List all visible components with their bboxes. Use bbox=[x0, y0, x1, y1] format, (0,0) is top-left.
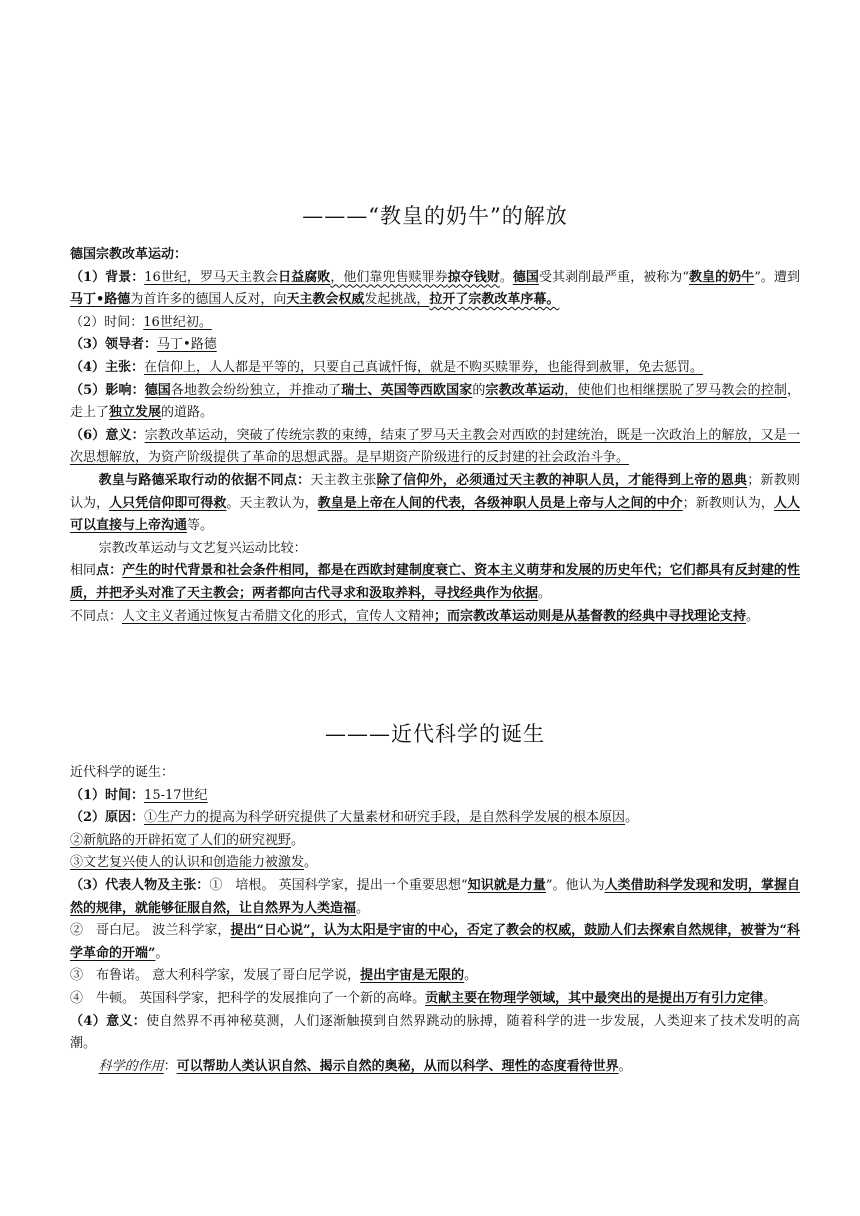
reformation-significance: （6）意义：宗教改革运动，突破了传统宗教的束缚，结束了罗马天主教会对西欧的封建统治，既是一次政治上的解放，又是一次思想解放，为资产阶级提供了革命的思想武器。是早期资产阶级进行的反封建的社会政治斗争。 bbox=[70, 427, 800, 466]
science-newton: ④ 牛顿。 英国科学家，把科学的发展推向了一个新的高峰。贡献主要在物理学领域，其中最突出的是提出万有引力定律。 bbox=[70, 990, 777, 1006]
science-cause-3: ③文艺复兴使人的认识和创造能力被激发。 bbox=[70, 855, 318, 871]
science-cause-1: （2）原因：①生产力的提高为科学研究提供了大量素材和研究手段，是自然科学发展的根本原因。 bbox=[70, 810, 639, 826]
reformation-claim: （4）主张：在信仰上，人人都是平等的，只要自己真诚忏悔，就是不购买赎罪券，也能得到赦罪，免去惩罚。 bbox=[70, 359, 704, 375]
reformation-heading: 德国宗教改革运动： bbox=[70, 247, 188, 262]
comparison-different: 不同点：人文主义者通过恢复古希腊文化的形式，宣传人文精神；而宗教改革运动则是从基督教的经典中寻找理论支持。 bbox=[70, 608, 760, 624]
science-time: （1）时间：15-17世纪 bbox=[70, 787, 208, 803]
pope-luther-differences: 教皇与路德采取行动的依据不同点：天主教主张除了信仰外，必须通过天主教的神职人员，才能得到上帝的恩典；新教则认为，人只凭信仰即可得救。天主教认为，教皇是上帝在人间的代表，各级神职人员是上帝与人之间的中介；新教则认为，人人可以直接与上帝沟通等。 bbox=[70, 472, 800, 534]
reformation-impact: （5）影响：德国各地教会纷纷独立，并推动了瑞士、英国等西欧国家的宗教改革运动，使他们也相继摆脱了罗马教会的控制，走上了独立发展的道路。 bbox=[70, 382, 800, 421]
science-role: 科学的作用：可以帮助人类认识自然、揭示自然的奥秘，从而以科学、理性的态度看待世界。 bbox=[98, 1058, 632, 1074]
section-reformation bbox=[70, 244, 800, 628]
science-bruno: ③ 布鲁诺。 意大利科学家，发展了哥白尼学说，提出宇宙是无限的。 bbox=[70, 968, 478, 984]
reformation-background: （1）背景：16世纪，罗马天主教会日益腐败，他们靠兜售赎罪券掠夺钱财。德国受其剥削最严重，被称为“教皇的奶牛”。遭到马丁•路德为首许多的德国人反对，向天主教会权威发起挑战，拉开了宗教改革序幕。 bbox=[70, 269, 800, 308]
section-title-modern-science: ———近代科学的诞生 bbox=[325, 722, 545, 746]
science-copernicus: ② 哥白尼。 波兰科学家，提出“日心说”，认为太阳是宇宙的中心，否定了教会的权威，鼓励人们去探索自然规律，被誉为“科学革命的开端”。 bbox=[70, 923, 800, 961]
reformation-time: （2）时间：16世纪初。 bbox=[70, 314, 212, 330]
section-modern-science bbox=[70, 762, 800, 1078]
comparison-same: 相同点：产生的时代背景和社会条件相同，都是在西欧封建制度衰亡、资本主义萌芽和发展的历史年代；它们都具有反封建的性质，并把矛头对准了天主教会；两者都向古代寻求和汲取养料，寻找经典作为依据。 bbox=[70, 563, 800, 601]
science-heading: 近代科学的诞生： bbox=[70, 765, 175, 780]
comparison-heading: 宗教改革运动与文艺复兴运动比较： bbox=[98, 540, 307, 556]
science-bacon: （3）代表人物及主张：① 培根。 英国科学家，提出一个重要思想“知识就是力量”。他认为人类借助科学发现和发明，掌握自然的规律，就能够征服自然，让自然界为人类造福。 bbox=[70, 877, 800, 916]
section-title-pope-cow: ———“教皇的奶牛”的解放 bbox=[302, 204, 568, 228]
science-cause-2: ②新航路的开辟拓宽了人们的研究视野。 bbox=[70, 832, 305, 848]
science-significance: （4）意义：使自然界不再神秘莫测，人们逐渐触摸到自然界跳动的脉搏，随着科学的进一步发展，人类迎来了技术发明的高潮。 bbox=[70, 1013, 800, 1052]
reformation-leader: （3）领导者：马丁•路德 bbox=[70, 337, 217, 353]
